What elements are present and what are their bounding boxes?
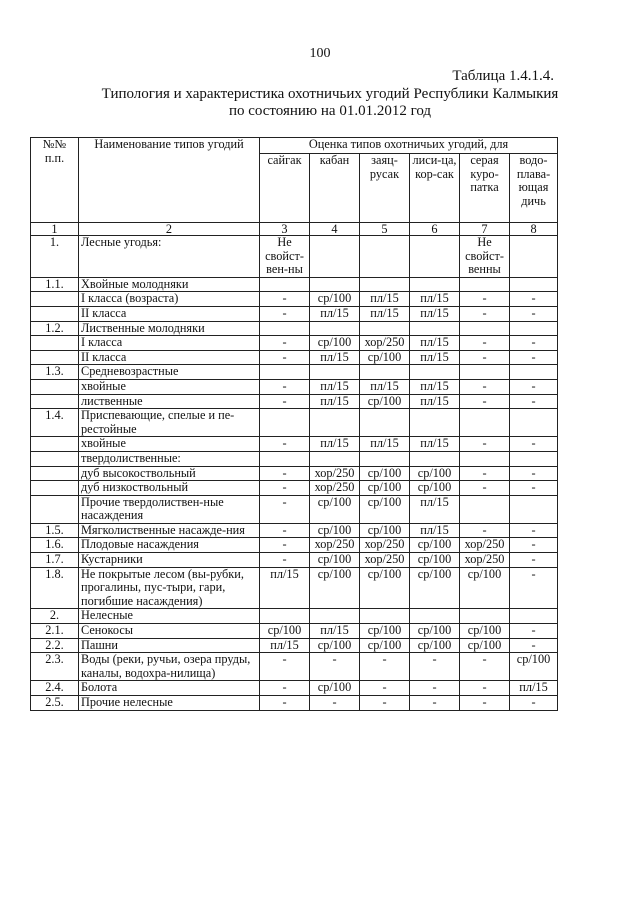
- row-name: I класса (возраста): [79, 292, 260, 307]
- rating-cell: -: [310, 653, 360, 681]
- rating-cell: пл/15: [510, 681, 558, 696]
- rating-cell: -: [510, 638, 558, 653]
- rating-cell: -: [460, 653, 510, 681]
- rating-cell: ср/100: [360, 481, 410, 496]
- rating-cell: ср/100: [260, 624, 310, 639]
- rating-cell: -: [460, 306, 510, 321]
- table-row: [31, 321, 558, 336]
- rating-cell: [310, 451, 360, 466]
- rating-cell: Не свойст-венны: [460, 236, 510, 278]
- rating-cell: ср/100: [360, 466, 410, 481]
- rating-cell: -: [510, 466, 558, 481]
- column-number: 6: [410, 223, 460, 236]
- table-body: [31, 236, 558, 711]
- rating-cell: пл/15: [360, 379, 410, 394]
- table-row: [31, 409, 558, 437]
- row-name: Лесные угодья:: [79, 236, 260, 278]
- header-num: №№ п.п.: [31, 138, 79, 223]
- rating-cell: пл/15: [410, 394, 460, 409]
- row-number: 1.2.: [31, 321, 79, 336]
- rating-cell: [360, 609, 410, 624]
- rating-cell: пл/15: [410, 437, 460, 452]
- table-row: [31, 379, 558, 394]
- rating-cell: [410, 609, 460, 624]
- rating-cell: [260, 451, 310, 466]
- rating-cell: [410, 321, 460, 336]
- row-name: Пашни: [79, 638, 260, 653]
- rating-cell: пл/15: [410, 306, 460, 321]
- rating-cell: [460, 609, 510, 624]
- rating-cell: Не свойст-вен-ны: [260, 236, 310, 278]
- row-number: [31, 451, 79, 466]
- rating-cell: [460, 365, 510, 380]
- rating-cell: ср/100: [360, 624, 410, 639]
- rating-cell: ср/100: [460, 638, 510, 653]
- row-number: 1.7.: [31, 553, 79, 568]
- row-name: хвойные: [79, 437, 260, 452]
- table-id: Таблица 1.4.1.4.: [452, 68, 554, 84]
- header-species: сайгак: [260, 154, 310, 223]
- row-name: Лиственные молодняки: [79, 321, 260, 336]
- rating-cell: [260, 409, 310, 437]
- rating-cell: [360, 365, 410, 380]
- rating-cell: -: [260, 437, 310, 452]
- row-name: Не покрытые лесом (вы-рубки, прогалины, пус-тыри, гари, погибшие насаждения): [79, 567, 260, 609]
- row-number: [31, 437, 79, 452]
- rating-cell: ср/100: [310, 638, 360, 653]
- rating-cell: ср/100: [410, 567, 460, 609]
- row-number: [31, 466, 79, 481]
- rating-cell: хор/250: [360, 538, 410, 553]
- row-name: II класса: [79, 350, 260, 365]
- table-row: [31, 653, 558, 681]
- rating-cell: пл/15: [260, 567, 310, 609]
- rating-cell: -: [510, 306, 558, 321]
- rating-cell: [460, 451, 510, 466]
- row-name: Приспевающие, спелые и пе-рестойные: [79, 409, 260, 437]
- rating-cell: ср/100: [410, 481, 460, 496]
- rating-cell: -: [510, 379, 558, 394]
- rating-cell: -: [460, 394, 510, 409]
- rating-cell: ср/100: [360, 567, 410, 609]
- header-species: лиси-ца, кор-сак: [410, 154, 460, 223]
- rating-cell: пл/15: [310, 306, 360, 321]
- rating-cell: [360, 321, 410, 336]
- rating-cell: [260, 321, 310, 336]
- header-species: серая куро-патка: [460, 154, 510, 223]
- rating-cell: [510, 609, 558, 624]
- row-name: Средневозрастные: [79, 365, 260, 380]
- rating-cell: пл/15: [310, 394, 360, 409]
- rating-cell: пл/15: [410, 292, 460, 307]
- rating-cell: пл/15: [360, 437, 410, 452]
- rating-cell: -: [260, 538, 310, 553]
- row-number: 2.4.: [31, 681, 79, 696]
- rating-cell: -: [460, 466, 510, 481]
- rating-cell: пл/15: [410, 379, 460, 394]
- rating-cell: [460, 321, 510, 336]
- rating-cell: ср/100: [360, 495, 410, 523]
- row-number: 2.5.: [31, 696, 79, 711]
- table-row: [31, 336, 558, 351]
- row-number: [31, 336, 79, 351]
- rating-cell: ср/100: [510, 653, 558, 681]
- rating-cell: ср/100: [410, 624, 460, 639]
- rating-cell: пл/15: [410, 495, 460, 523]
- table-row: [31, 495, 558, 523]
- rating-cell: [310, 365, 360, 380]
- rating-cell: -: [410, 681, 460, 696]
- column-number: 5: [360, 223, 410, 236]
- rating-cell: пл/15: [260, 638, 310, 653]
- rating-cell: -: [460, 336, 510, 351]
- page-title: [60, 86, 600, 120]
- rating-cell: ср/100: [360, 638, 410, 653]
- header-species: кабан: [310, 154, 360, 223]
- page-number: 100: [309, 46, 331, 61]
- rating-cell: хор/250: [360, 336, 410, 351]
- rating-cell: -: [410, 696, 460, 711]
- table-row: [31, 437, 558, 452]
- row-name: II класса: [79, 306, 260, 321]
- rating-cell: ср/100: [310, 336, 360, 351]
- row-number: 1.6.: [31, 538, 79, 553]
- rating-cell: -: [260, 495, 310, 523]
- rating-cell: пл/15: [310, 624, 360, 639]
- row-name: лиственные: [79, 394, 260, 409]
- row-name: Прочие нелесные: [79, 696, 260, 711]
- rating-cell: [460, 277, 510, 292]
- rating-cell: ср/100: [310, 495, 360, 523]
- rating-cell: хор/250: [310, 538, 360, 553]
- row-number: 2.1.: [31, 624, 79, 639]
- column-number: 4: [310, 223, 360, 236]
- table-row: [31, 538, 558, 553]
- rating-cell: ср/100: [410, 538, 460, 553]
- rating-cell: [360, 409, 410, 437]
- rating-cell: -: [260, 394, 310, 409]
- rating-cell: -: [460, 379, 510, 394]
- rating-cell: [410, 236, 460, 278]
- rating-cell: -: [460, 350, 510, 365]
- row-name: дуб высокоствольный: [79, 466, 260, 481]
- rating-cell: [410, 365, 460, 380]
- row-number: 1.1.: [31, 277, 79, 292]
- column-number: 3: [260, 223, 310, 236]
- rating-cell: -: [310, 696, 360, 711]
- rating-cell: -: [260, 523, 310, 538]
- rating-cell: -: [260, 696, 310, 711]
- rating-cell: ср/100: [360, 350, 410, 365]
- row-name: Хвойные молодняки: [79, 277, 260, 292]
- rating-cell: [510, 321, 558, 336]
- rating-cell: [260, 609, 310, 624]
- rating-cell: пл/15: [410, 336, 460, 351]
- rating-cell: пл/15: [360, 306, 410, 321]
- rating-cell: [510, 451, 558, 466]
- rating-cell: -: [260, 306, 310, 321]
- rating-cell: -: [260, 481, 310, 496]
- row-name: Прочие твердолиствен-ные насаждения: [79, 495, 260, 523]
- rating-cell: ср/100: [460, 624, 510, 639]
- rating-cell: [310, 409, 360, 437]
- rating-cell: [460, 495, 510, 523]
- rating-cell: ср/100: [310, 523, 360, 538]
- rating-cell: [260, 365, 310, 380]
- row-name: дуб низкоствольный: [79, 481, 260, 496]
- rating-cell: пл/15: [360, 292, 410, 307]
- rating-cell: [510, 277, 558, 292]
- rating-cell: [510, 365, 558, 380]
- table-row: [31, 481, 558, 496]
- header-eval: Оценка типов охотничьих угодий, для: [260, 138, 558, 154]
- table-row: [31, 696, 558, 711]
- title-line-2: по состоянию на 01.01.2012 год: [228, 103, 432, 119]
- row-number: 2.3.: [31, 653, 79, 681]
- rating-cell: -: [360, 653, 410, 681]
- row-number: [31, 379, 79, 394]
- row-number: 1.4.: [31, 409, 79, 437]
- table-row: [31, 306, 558, 321]
- rating-cell: [260, 277, 310, 292]
- rating-cell: -: [510, 292, 558, 307]
- row-name: хвойные: [79, 379, 260, 394]
- rating-cell: [460, 409, 510, 437]
- rating-cell: -: [260, 292, 310, 307]
- rating-cell: -: [510, 336, 558, 351]
- row-name: Сенокосы: [79, 624, 260, 639]
- row-number: 1.5.: [31, 523, 79, 538]
- rating-cell: -: [260, 553, 310, 568]
- rating-cell: [510, 495, 558, 523]
- row-number: [31, 292, 79, 307]
- rating-cell: -: [260, 653, 310, 681]
- rating-cell: [310, 609, 360, 624]
- rating-cell: пл/15: [310, 437, 360, 452]
- rating-cell: ср/100: [410, 638, 460, 653]
- rating-cell: -: [260, 336, 310, 351]
- table-row: [31, 523, 558, 538]
- rating-cell: -: [510, 696, 558, 711]
- row-number: 1.8.: [31, 567, 79, 609]
- row-name: Мягколиственные насажде-ния: [79, 523, 260, 538]
- header-species: водо-плава-ющая дичь: [510, 154, 558, 223]
- table-row: [31, 365, 558, 380]
- rating-cell: -: [510, 437, 558, 452]
- rating-cell: -: [260, 466, 310, 481]
- rating-cell: [410, 451, 460, 466]
- row-number: 2.2.: [31, 638, 79, 653]
- row-name: I класса: [79, 336, 260, 351]
- rating-cell: -: [460, 681, 510, 696]
- rating-cell: хор/250: [310, 466, 360, 481]
- rating-cell: пл/15: [310, 350, 360, 365]
- rating-cell: пл/15: [410, 350, 460, 365]
- column-number: 2: [79, 223, 260, 236]
- rating-cell: -: [460, 481, 510, 496]
- rating-cell: -: [360, 696, 410, 711]
- row-number: [31, 306, 79, 321]
- rating-cell: -: [260, 681, 310, 696]
- rating-cell: пл/15: [310, 379, 360, 394]
- rating-cell: -: [460, 696, 510, 711]
- rating-cell: -: [460, 437, 510, 452]
- rating-cell: -: [510, 394, 558, 409]
- table-row: [31, 681, 558, 696]
- rating-cell: пл/15: [410, 523, 460, 538]
- rating-cell: хор/250: [310, 481, 360, 496]
- rating-cell: -: [510, 538, 558, 553]
- rating-cell: хор/250: [360, 553, 410, 568]
- hunting-lands-table: [30, 137, 558, 711]
- row-name: Болота: [79, 681, 260, 696]
- row-name: Воды (реки, ручьи, озера пруды, каналы, водохра-нилища): [79, 653, 260, 681]
- rating-cell: -: [510, 350, 558, 365]
- rating-cell: ср/100: [310, 553, 360, 568]
- row-name: Нелесные: [79, 609, 260, 624]
- rating-cell: -: [360, 681, 410, 696]
- row-name: Кустарники: [79, 553, 260, 568]
- table-row: [31, 394, 558, 409]
- rating-cell: хор/250: [460, 538, 510, 553]
- rating-cell: [510, 409, 558, 437]
- row-number: [31, 394, 79, 409]
- header-name: Наименование типов угодий: [79, 138, 260, 223]
- row-number: [31, 481, 79, 496]
- rating-cell: ср/100: [410, 466, 460, 481]
- rating-cell: [410, 277, 460, 292]
- table-row: [31, 609, 558, 624]
- column-number: 1: [31, 223, 79, 236]
- title-line-1: Типология и характеристика охотничьих угодий Республики Калмыкия: [101, 86, 559, 102]
- rating-cell: хор/250: [460, 553, 510, 568]
- table-row: [31, 553, 558, 568]
- rating-cell: ср/100: [360, 523, 410, 538]
- row-name: Плодовые насаждения: [79, 538, 260, 553]
- rating-cell: [360, 277, 410, 292]
- rating-cell: ср/100: [310, 567, 360, 609]
- table-row: [31, 292, 558, 307]
- table-row: [31, 451, 558, 466]
- rating-cell: ср/100: [310, 681, 360, 696]
- row-name: твердолиственные:: [79, 451, 260, 466]
- rating-cell: -: [510, 523, 558, 538]
- table-row: [31, 567, 558, 609]
- column-number: 7: [460, 223, 510, 236]
- row-number: 2.: [31, 609, 79, 624]
- rating-cell: [360, 451, 410, 466]
- table-row: [31, 624, 558, 639]
- rating-cell: [510, 236, 558, 278]
- rating-cell: -: [460, 292, 510, 307]
- rating-cell: -: [410, 653, 460, 681]
- table-row: [31, 350, 558, 365]
- rating-cell: ср/100: [460, 567, 510, 609]
- rating-cell: -: [260, 350, 310, 365]
- rating-cell: -: [510, 553, 558, 568]
- rating-cell: -: [510, 481, 558, 496]
- rating-cell: -: [510, 567, 558, 609]
- row-number: 1.: [31, 236, 79, 278]
- rating-cell: [310, 321, 360, 336]
- column-number: 8: [510, 223, 558, 236]
- header-species: заяц-русак: [360, 154, 410, 223]
- row-number: 1.3.: [31, 365, 79, 380]
- rating-cell: ср/100: [360, 394, 410, 409]
- rating-cell: [360, 236, 410, 278]
- rating-cell: -: [460, 523, 510, 538]
- rating-cell: [310, 236, 360, 278]
- rating-cell: -: [260, 379, 310, 394]
- rating-cell: ср/100: [310, 292, 360, 307]
- rating-cell: [310, 277, 360, 292]
- table-row: [31, 236, 558, 278]
- rating-cell: ср/100: [410, 553, 460, 568]
- table-row: [31, 638, 558, 653]
- table-row: [31, 277, 558, 292]
- row-number: [31, 350, 79, 365]
- rating-cell: -: [510, 624, 558, 639]
- table-row: [31, 466, 558, 481]
- row-number: [31, 495, 79, 523]
- rating-cell: [410, 409, 460, 437]
